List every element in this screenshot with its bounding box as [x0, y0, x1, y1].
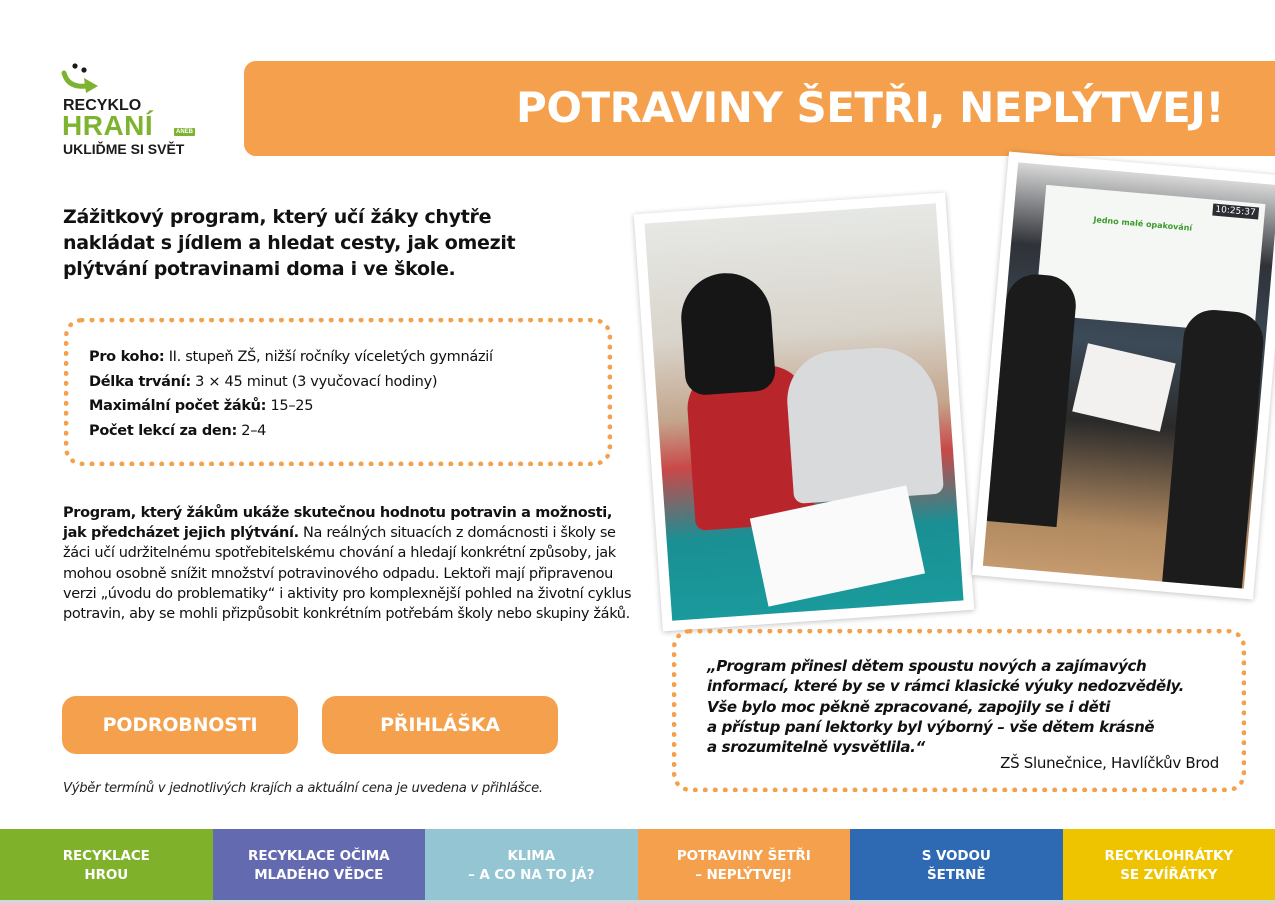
info-lessons-per-day [89, 419, 493, 444]
info-max-students [89, 394, 493, 419]
nav-potraviny[interactable]: POTRAVINY ŠETŘI – NEPLÝTVEJ! [638, 829, 851, 903]
screen-clock: 10:25:37 [1212, 203, 1259, 219]
logo-text-uklidme: UKLIĎME SI SVĚT [63, 141, 185, 157]
title-banner [244, 61, 1275, 156]
nav-recyklace-hrou[interactable]: RECYKLACE HROU [0, 829, 213, 903]
photo-image [644, 203, 963, 620]
testimonial-author: ZŠ Slunečnice, Havlíčkův Brod [1000, 754, 1219, 772]
program-info-box [64, 318, 612, 466]
photo-students-working [634, 193, 974, 632]
testimonial-box [672, 629, 1246, 792]
logo [60, 62, 200, 162]
info-value: 15–25 [266, 398, 314, 414]
description-lead: Program, který žákům ukáže skutečnou hodnotu potravin a možnosti, jak předcházet jejich plýtvání. [63, 505, 612, 542]
screen-heading: Jedno malé opakování [1093, 215, 1193, 233]
photo-shape [678, 270, 776, 396]
nav-s-vodou-setrne[interactable]: S VODOU ŠETRNĚ [850, 829, 1063, 903]
photo-shape [1162, 308, 1266, 589]
logo-text-recyklo: RECYKLO [63, 97, 142, 114]
page-title: POTRAVINY ŠETŘI, NEPLÝTVEJ! [516, 83, 1224, 132]
info-value: 3 × 45 minut (3 vyučovací hodiny) [190, 373, 438, 390]
photo-image [983, 162, 1275, 588]
info-target-group [89, 345, 493, 370]
logo-text-hrani: HRANÍ [62, 110, 154, 141]
logo-badge-aneb: ANEB [176, 129, 194, 135]
program-navigation [0, 829, 1275, 903]
info-label: Délka trvání: [89, 373, 191, 390]
pricing-note: Výběr termínů v jednotlivých krajích a aktuální cena je uvedena v přihlášce. [63, 781, 543, 796]
photo-students-presenting [972, 152, 1275, 600]
info-label: Pro koho: [89, 349, 165, 365]
description-body: Na reálných situacích z domácnosti i školy se žáci učí udržitelnému spotřebitelskému chování a hledají konkrétní způsoby, jak mohou osobně snížit množství potravinového odpadu. Lektoři mají připravenou verzi „úvodu do problematiky“ i aktivity pro komplexnější pohled na životní cyklus potravin, aby se mohli přizpůsobit konkrétním potřebám školy nebo skupiny žáků. [63, 525, 632, 623]
photo-shape [784, 344, 944, 504]
nav-recyklace-ocima-vedce[interactable]: RECYKLACE OČIMA MLADÉHO VĚDCE [213, 829, 426, 903]
info-label: Maximální počet žáků: [89, 398, 267, 414]
info-duration [89, 370, 493, 395]
program-description [63, 503, 633, 624]
info-value: II. stupeň ZŠ, nižší ročníky víceletých gymnázií [164, 349, 493, 365]
info-label: Počet lekcí za den: [89, 422, 237, 439]
nav-recyklohratky[interactable]: RECYKLOHRÁTKY SE ZVÍŘÁTKY [1063, 829, 1275, 903]
signup-button[interactable]: PŘIHLÁŠKA [322, 696, 558, 754]
photo-shape [1072, 343, 1175, 431]
intro-text: Zážitkový program, který učí žáky chytře nakládat s jídlem a hledat cesty, jak omezit plýtvání potravinami doma i ve škole. [63, 206, 516, 280]
nav-klima[interactable]: KLIMA – A CO NA TO JÁ? [425, 829, 638, 903]
details-button[interactable]: PODROBNOSTI [62, 696, 298, 754]
smile-arrow-icon [60, 62, 105, 94]
photo-shape [987, 272, 1079, 527]
info-value: 2–4 [236, 422, 267, 439]
testimonial-quote: „Program přinesl dětem spoustu nových a zajímavých informací, které by se v rámci klasické výuky nedozvěděly. Vše bylo moc pěkně zpracované, zapojily se i děti a přístup paní lektorky byl výborný – vše dětem krásně a srozumitelně vysvětlila.“ [707, 657, 1185, 757]
